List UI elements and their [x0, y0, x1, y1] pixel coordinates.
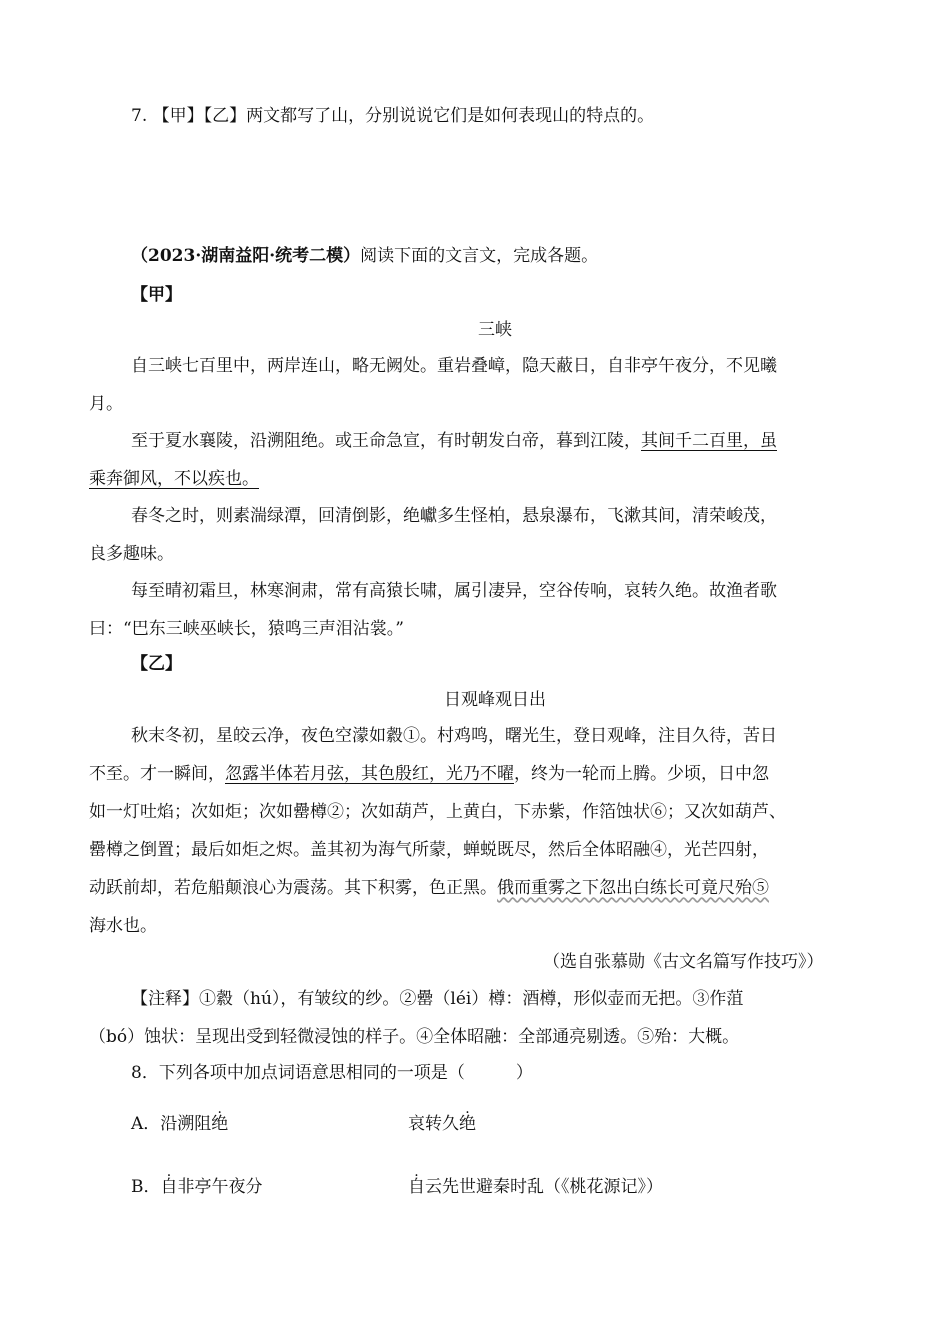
underlined-sentence-part-2: 乘奔御风，不以疾也。 — [89, 469, 259, 489]
yi-l2-text-c: ，终为一轮而上腾。少顷，日中忽 — [514, 764, 769, 784]
question-8: 8．下列各项中加点词语意思相同的一项是（ ） — [131, 1063, 533, 1083]
notes-line-2: （bó）蚀状：呈现出受到轻微浸蚀的样子。④全体昭融：全部通亮剔透。⑤殆：大概。 — [89, 1027, 740, 1047]
jia-p2-text: 至于夏水襄陵，沿溯阻绝。或王命急宣，有时朝发白帝，暮到江陵， — [131, 431, 641, 451]
instruction-text: 阅读下面的文言文，完成各题。 — [360, 246, 599, 266]
yi-line-3: 如一灯吐焰；次如炬；次如罍樽②；次如葫芦，上黄白，下赤紫，作箔蚀状⑥；又次如葫芦、 — [89, 802, 786, 822]
option-b-right-dotted-char: 自 — [408, 1177, 425, 1197]
wavy-underlined-sentence: 俄而重雾之下忽出白练长可竟尺殆⑤ — [497, 878, 769, 898]
question-7: 7. 【甲】【乙】两文都写了山，分别说说它们是如何表现山的特点的。 — [131, 106, 655, 126]
option-a — [131, 1111, 228, 1137]
jia-paragraph-1-line-2: 月。 — [89, 394, 123, 414]
option-a-left-dotted-char: 绝 — [211, 1114, 229, 1134]
yi-line-5 — [89, 875, 769, 901]
yi-source-citation: （选自张慕勋《古文名篇写作技巧》） — [543, 952, 824, 972]
option-a-right-dotted-char: 绝 — [459, 1114, 476, 1134]
option-b-left-text: 非亭午夜分 — [177, 1177, 263, 1197]
label-yi: 【乙】 — [131, 654, 182, 674]
jia-paragraph-1-line-1: 自三峡七百里中，两岸连山，略无阙处。重岩叠嶂，隐天蔽日，自非亭午夜分，不见曦 — [131, 356, 777, 376]
yi-l2-text-a: 不至。才一瞬间， — [89, 764, 225, 784]
yi-line-4: 罍樽之倒置；最后如炬之烬。盖其初为海气所蒙，蝉蜕既尽，然后全体昭融④，光芒四射， — [89, 840, 769, 860]
option-b-left-dotted-char: 自 — [160, 1177, 178, 1197]
yi-line-1: 秋末冬初，星皎云净，夜色空濛如縠①。村鸡鸣，曙光生，登日观峰，注目久待，苦日 — [131, 726, 777, 746]
label-jia: 【甲】 — [131, 285, 182, 305]
option-b-right — [408, 1174, 663, 1200]
option-b-label: B． — [131, 1177, 161, 1197]
option-b — [131, 1174, 263, 1200]
option-a-right — [408, 1111, 476, 1137]
underlined-sentence-part-1: 其间千二百里，虽 — [641, 431, 777, 451]
title-riguanfeng: 日观峰观日出 — [444, 690, 546, 710]
jia-paragraph-2-line-2 — [89, 466, 259, 492]
jia-paragraph-3-line-2: 良多趣味。 — [89, 544, 174, 564]
passage-source-line — [131, 243, 598, 269]
underlined-sentence-yi: 忽露半体若月弦，其色殷红，光乃不曜 — [225, 764, 514, 784]
jia-paragraph-4-line-1: 每至晴初霜旦，林寒涧肃，常有高猿长啸，属引凄异，空谷传响，哀转久绝。故渔者歌 — [131, 581, 777, 601]
option-b-right-text: 云先世避秦时乱（《桃花源记》） — [425, 1177, 663, 1197]
option-a-right-text: 哀转久 — [408, 1114, 459, 1134]
option-a-label: A． — [131, 1114, 161, 1134]
option-a-left-text: 沿溯阻 — [160, 1114, 212, 1134]
title-sanxia: 三峡 — [478, 320, 512, 340]
notes-line-1: 【注释】①縠（hú），有皱纹的纱。②罍（léi）樽：酒樽，形似壶而无把。③作菹 — [131, 989, 744, 1009]
yi-line-6: 海水也。 — [89, 916, 157, 936]
yi-line-2 — [89, 761, 769, 787]
jia-paragraph-2-line-1 — [131, 428, 777, 454]
exam-source: （2023·湖南益阳·统考二模） — [131, 246, 361, 266]
jia-paragraph-3-line-1: 春冬之时，则素湍绿潭，回清倒影，绝巘多生怪柏，悬泉瀑布，飞漱其间，清荣峻茂， — [131, 506, 777, 526]
jia-paragraph-4-line-2: 曰：“巴东三峡巫峡长，猿鸣三声泪沾裳。” — [89, 619, 404, 639]
yi-l5-text-a: 动跃前却，若危船颠浪心为震荡。其下积雾，色正黑。 — [89, 878, 497, 898]
